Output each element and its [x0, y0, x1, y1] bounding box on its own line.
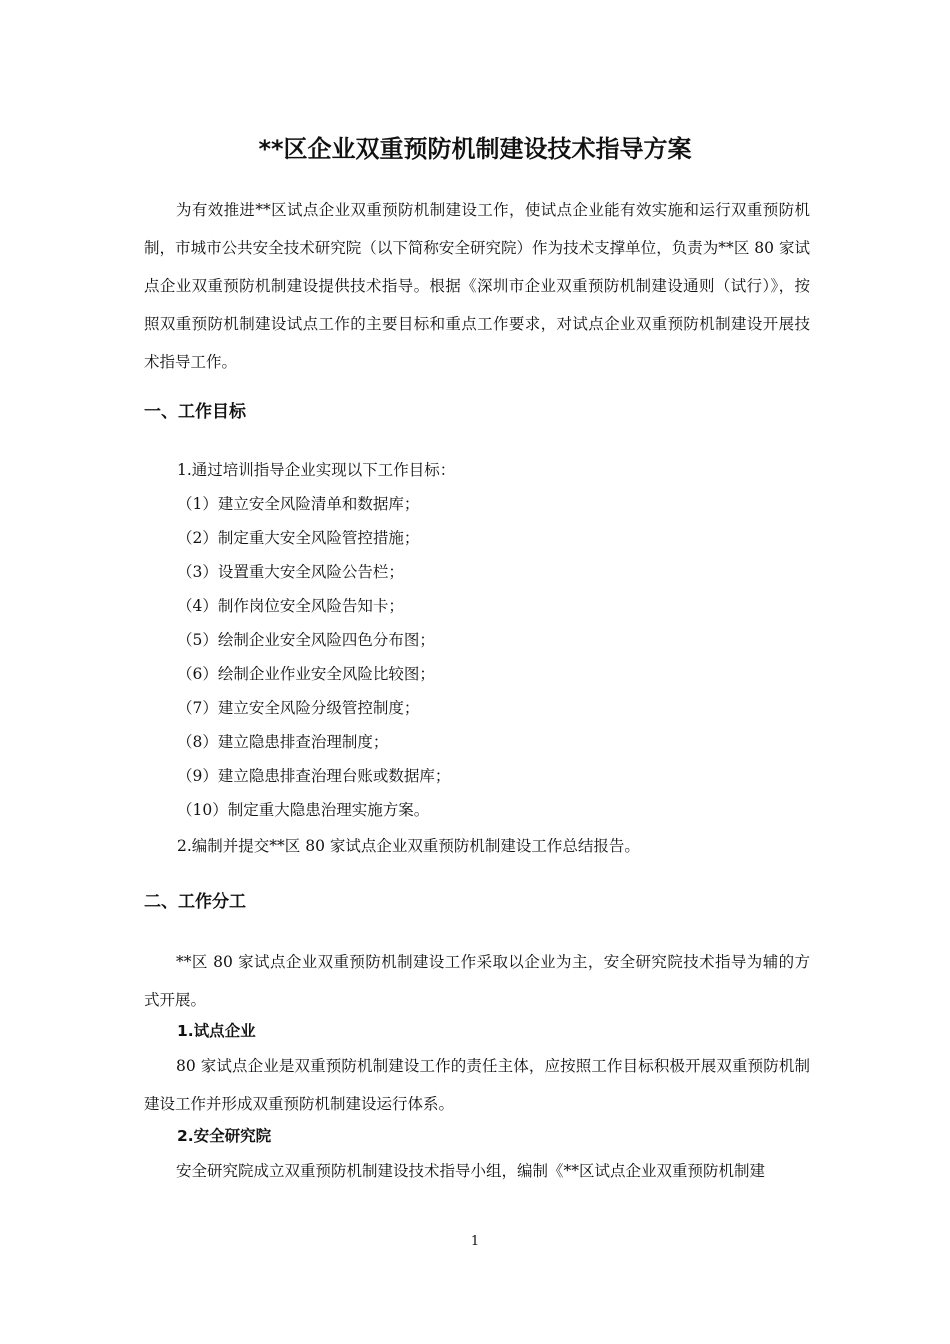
- goal-list-item: （3）设置重大安全风险公告栏；: [177, 563, 404, 581]
- goal-list-item: （1）建立安全风险清单和数据库；: [177, 495, 420, 513]
- goal-list-item: （5）绘制企业安全风险四色分布图；: [177, 631, 435, 649]
- section-heading-goals: 一、工作目标: [144, 402, 246, 422]
- goal-item-1: 1.通过培训指导企业实现以下工作目标：: [177, 461, 456, 479]
- goal-list-item: （8）建立隐患排查治理制度；: [177, 733, 389, 751]
- division-intro-paragraph: **区 80 家试点企业双重预防机制建设工作采取以企业为主，安全研究院技术指导为辅的方式开展。: [144, 953, 810, 1009]
- goal-list-item: （10）制定重大隐患治理实施方案。: [177, 801, 430, 819]
- goal-list-item: （2）制定重大安全风险管控措施；: [177, 529, 420, 547]
- goal-list-item: （6）绘制企业作业安全风险比较图；: [177, 665, 435, 683]
- goal-list-item: （4）制作岗位安全风险告知卡；: [177, 597, 404, 615]
- section-heading-division: 二、工作分工: [144, 892, 246, 912]
- research-institute-paragraph: 安全研究院成立双重预防机制建设技术指导小组，编制《**区试点企业双重预防机制建: [176, 1162, 766, 1180]
- subheading-research-institute: 2.安全研究院: [177, 1127, 272, 1145]
- document-title: **区企业双重预防机制建设技术指导方案: [258, 135, 692, 163]
- pilot-enterprises-paragraph: 80 家试点企业是双重预防机制建设工作的责任主体，应按照工作目标积极开展双重预防机制建设工作并形成双重预防机制建设运行体系。: [144, 1057, 810, 1113]
- subheading-pilot-enterprises: 1.试点企业: [177, 1022, 256, 1040]
- intro-paragraph: 为有效推进**区试点企业双重预防机制建设工作，使试点企业能有效实施和运行双重预防机制，市城市公共安全技术研究院（以下简称安全研究院）作为技术支撑单位，负责为**区 80 家试点企业双重预防机制建设提供技术指导。根据《深圳市企业双重预防机制建设通则（试行）》，按照双重预防机制建设试点工作的主要目标和重点工作要求，对试点企业双重预防机制建设开展技术指导工作。: [144, 201, 810, 371]
- page-number: 1: [470, 1234, 480, 1249]
- goal-list-item: （9）建立隐患排查治理台账或数据库；: [177, 767, 451, 785]
- goal-item-2: 2.编制并提交**区 80 家试点企业双重预防机制建设工作总结报告。: [177, 837, 640, 855]
- goal-list-item: （7）建立安全风险分级管控制度；: [177, 699, 420, 717]
